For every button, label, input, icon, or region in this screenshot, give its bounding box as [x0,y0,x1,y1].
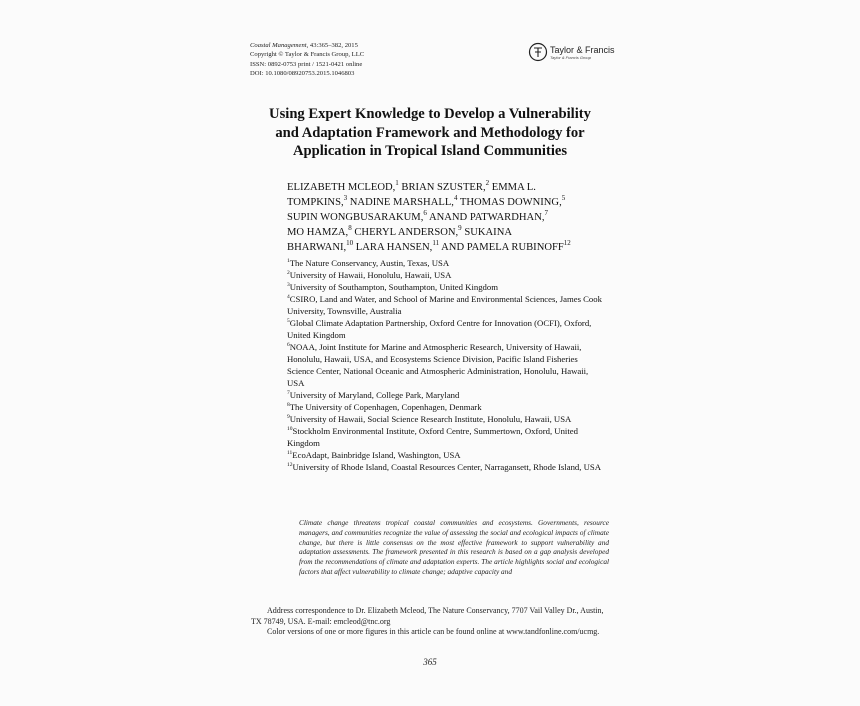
affiliation-item [287,341,605,389]
author-list [287,180,571,255]
author-affil-mark: 6 [423,209,427,217]
title-line: Application in Tropical Island Communities [292,143,568,159]
affiliation-item [287,281,605,293]
affiliation-number: 10 [287,426,293,432]
correspondence-note: Address correspondence to Dr. Elizabeth Mcleod, The Nature Conservancy, 7707 Vail Valley Dr., Austin, TX 78749, USA. E-mail: emcleod@tnc.org [251,606,604,626]
affiliation-number: 4 [287,294,290,300]
page-number: 365 [423,657,437,667]
author-affil-mark: 10 [346,239,354,247]
affiliation-text: The University of Copenhagen, Copenhagen, Denmark [289,402,482,412]
journal-name: Coastal Management, [250,42,309,49]
author-name: BRIAN SZUSTER, [398,182,486,193]
title-line: Using Expert Knowledge to Develop a Vulnerability [269,106,591,122]
affiliation-text: CSIRO, Land and Water, and School of Marine and Environmental Sciences, James Cook University, Townsville, Australia [287,294,602,316]
affiliation-number: 3 [287,282,290,288]
author-affil-mark: 12 [563,239,571,247]
affiliation-item [287,401,605,413]
affiliation-number: 11 [287,450,293,456]
affiliation-item [287,449,605,461]
affiliation-text: University of Southampton, Southampton, United Kingdom [289,282,498,292]
author-name: MO HAMZA, [287,227,349,238]
affiliation-number: 1 [287,258,290,264]
affiliation-list [287,257,605,473]
author-line [287,180,571,195]
author-name: AND PAMELA RUBINOFF [439,242,564,253]
affiliation-item [287,257,605,269]
author-name: LARA HANSEN, [353,242,433,253]
affiliation-number: 2 [287,270,290,276]
affiliation-text: Stockholm Environmental Institute, Oxford Centre, Summertown, Oxford, United Kingdom [287,426,578,448]
author-affil-mark: 2 [485,179,490,187]
journal-header [250,41,364,78]
abstract: Climate change threatens tropical coastal communities and ecosystems. Governments, resource managers, and communities recognize the value of assessing the social and ecological impacts of climate change, but there is little consensus on the most effective framework to support vulnerability and adaptation assessments. The framework presented in this research is based on a gap analysis developed from the recommendations of climate and adaptation experts. The article highlights social and ecological factors that affect vulnerability to climate change; adaptive capacity and [299,518,609,576]
author-line [287,225,571,240]
author-affil-mark: 5 [561,194,566,202]
author-name: BHARWANI, [287,242,347,253]
doi-line: DOI: 10.1080/08920753.2015.1046803 [250,69,355,77]
issn-line: ISSN: 0892-0753 print / 1521-0421 online [250,60,363,68]
affiliation-text: University of Hawaii, Honolulu, Hawaii, USA [289,270,452,280]
author-affil-mark: 3 [343,194,348,202]
affiliation-number: 5 [287,318,290,324]
publisher-logo [528,42,613,64]
author-name: ELIZABETH MCLEOD, [287,182,396,193]
copyright-line: Copyright © Taylor & Francis Group, LLC [250,51,365,59]
affiliation-text: NOAA, Joint Institute for Marine and Atmospheric Research, University of Hawaii, Honolulu, Hawaii, USA, and Ecosystems Science Division, Pacific Island Fisheries Science Center, National Oceanic and Atmospheric Administration, Honolulu, Hawaii, USA [287,342,589,388]
author-name: ANAND PATWARDHAN, [426,212,545,223]
affiliation-number: 6 [287,342,290,348]
publisher-emblem-icon [528,42,548,62]
affiliation-item [287,269,605,281]
affiliation-item [287,317,605,341]
article-title [0,105,860,161]
author-affil-mark: 9 [458,224,462,232]
author-name: TOMPKINS, [287,197,344,208]
affiliation-text: University of Rhode Island, Coastal Resources Center, Narragansett, Rhode Island, USA [292,462,601,472]
title-line: and Adaptation Framework and Methodology for [275,124,585,141]
author-line [287,210,571,225]
affiliation-text: University of Maryland, College Park, Maryland [289,390,460,400]
color-versions-note: Color versions of one or more figures in this article can be found online at www.tandfonline.com/ucmg. [267,627,600,636]
affiliation-text: EcoAdapt, Bainbridge Island, Washington, USA [292,450,461,460]
affiliation-number: 7 [287,390,290,396]
author-line [287,195,571,210]
author-affil-mark: 4 [453,194,458,202]
affiliation-item [287,293,605,317]
author-affil-mark: 8 [348,224,352,232]
author-name: EMMA L. [489,182,536,193]
author-line [287,240,571,255]
affiliation-text: The Nature Conservancy, Austin, Texas, USA [289,258,450,268]
journal-ref: 43:365–382, 2015 [308,42,358,49]
author-name: SUPIN WONGBUSARAKUM, [287,212,424,223]
author-name: SUKAINA [461,227,512,238]
author-name: NADINE MARSHALL, [347,197,454,208]
author-name: CHERYL ANDERSON, [351,227,459,238]
affiliation-number: 8 [287,402,290,408]
affiliation-item [287,389,605,401]
affiliation-text: University of Hawaii, Social Science Research Institute, Honolulu, Hawaii, USA [289,414,572,424]
affiliation-item [287,413,605,425]
affiliation-item [287,425,605,449]
author-affil-mark: 1 [395,179,399,187]
author-affil-mark: 7 [544,209,548,217]
affiliation-text: Global Climate Adaptation Partnership, Oxford Centre for Innovation (OCFI), Oxford, United Kingdom [287,318,592,340]
author-name: THOMAS DOWNING, [457,197,562,208]
footnotes [251,606,611,638]
affiliation-number: 9 [287,414,290,420]
author-affil-mark: 11 [432,239,440,247]
publisher-name: Taylor & Francis [550,45,615,55]
publisher-tagline: Taylor & Francis Group [550,55,591,60]
affiliation-item [287,461,605,473]
affiliation-number: 12 [287,462,293,468]
